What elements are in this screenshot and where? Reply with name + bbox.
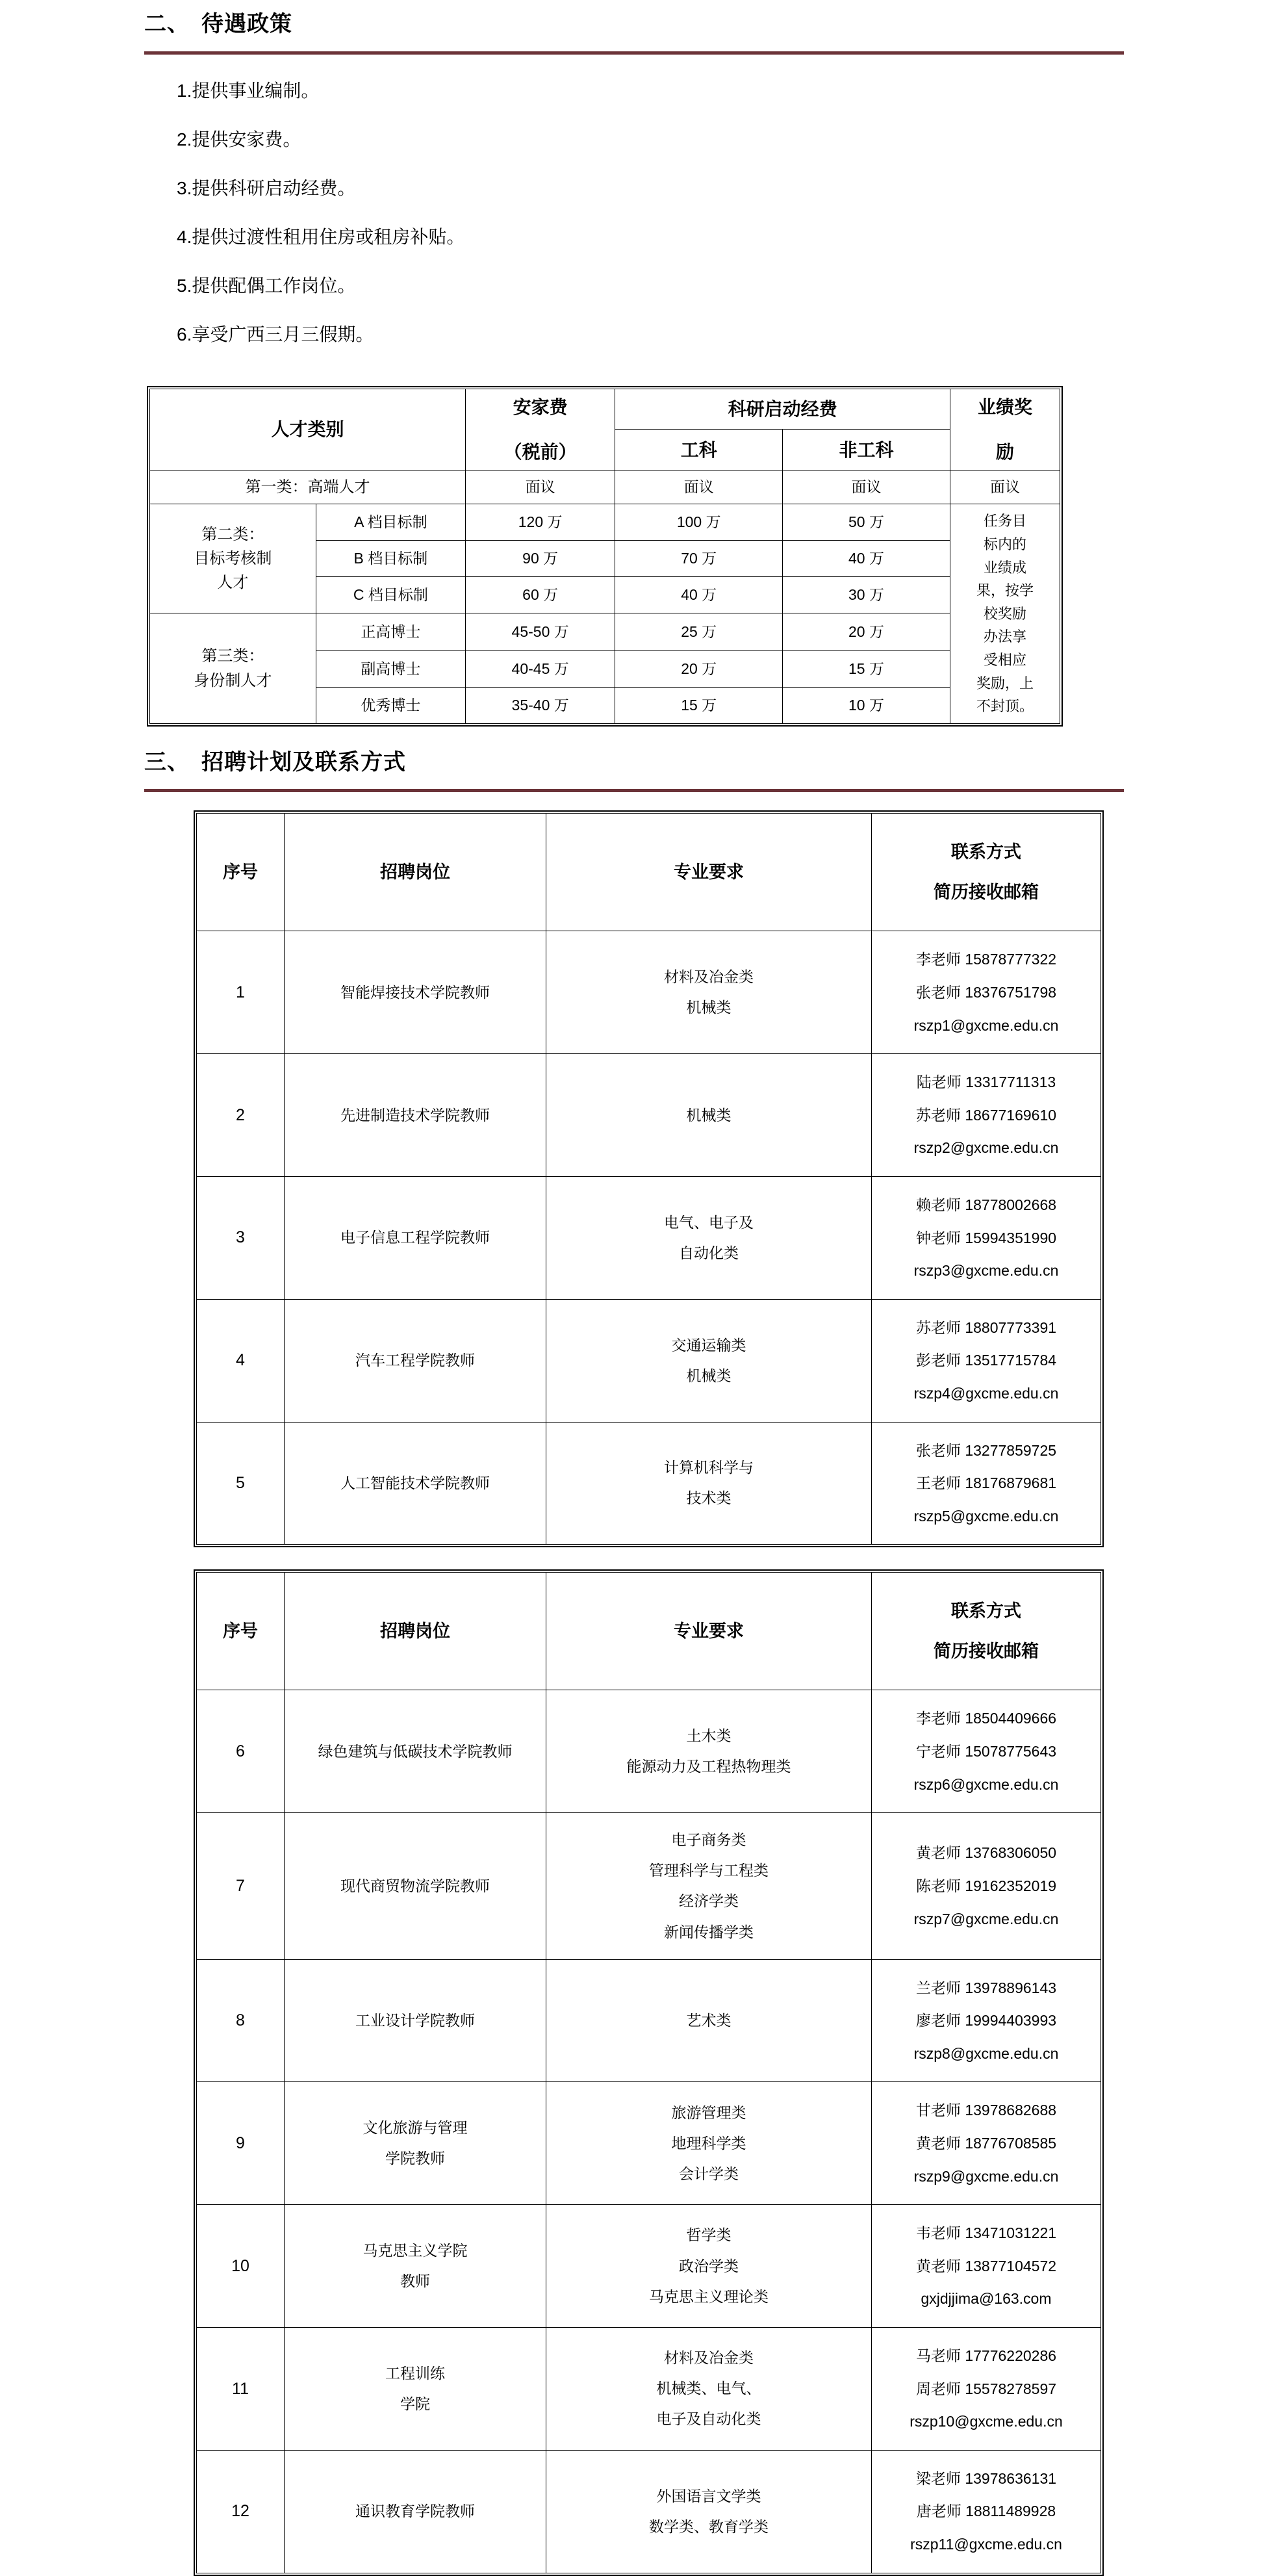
- post-line: 学院: [400, 2395, 430, 2412]
- td-category-tier3-line2: 身份制人才: [194, 671, 272, 689]
- td-post: [285, 2205, 546, 2328]
- major-line: 政治学类: [679, 2257, 739, 2274]
- td-eng-c: 40 万: [615, 577, 783, 613]
- td-category-tier2-line3: 人才: [217, 574, 249, 592]
- contact-email: rszp11@gxcme.edu.cn: [910, 2535, 1062, 2553]
- bonus-note-line-4: 果，按学: [976, 582, 1034, 599]
- td-contact: [872, 2450, 1101, 2573]
- bonus-note-line-5: 校奖励: [983, 605, 1026, 622]
- table-row: [197, 1422, 1101, 1545]
- td-major: [546, 2205, 872, 2328]
- td-grade-excellent: 优秀博士: [316, 687, 465, 723]
- td-contact: [872, 2082, 1101, 2205]
- major-line: 交通运输类: [671, 1336, 746, 1354]
- td-post: [285, 1054, 546, 1177]
- td-settling-c: 60 万: [466, 577, 615, 613]
- contact-line: 兰老师 13978896143: [915, 1979, 1057, 1996]
- td-grade-assoc: 副高博士: [316, 650, 465, 687]
- major-line: 机械类: [686, 1367, 731, 1384]
- post-line: 绿色建筑与低碳技术学院教师: [318, 1742, 513, 1760]
- major-line: 机械类、电气、: [656, 2380, 761, 2397]
- contact-line: 李老师 18504409666: [915, 1710, 1057, 1727]
- th-serial-no: 序号: [197, 1573, 285, 1690]
- table-gap-spacer: [0, 1547, 1272, 1569]
- th-position: 招聘岗位: [285, 814, 546, 931]
- major-line: 材料及冶金类: [664, 2349, 754, 2367]
- post-line: 先进制造技术学院教师: [340, 1106, 490, 1124]
- policy-item-6: 6.享受广西三月三假期。: [177, 324, 374, 344]
- contact-email: gxjdjjima@163.com: [921, 2290, 1052, 2308]
- major-line: 材料及冶金类: [664, 968, 754, 986]
- td-noneng-c: 30 万: [783, 577, 950, 613]
- td-post: [285, 1176, 546, 1299]
- td-noneng-a: 50 万: [783, 504, 950, 541]
- post-line: 电子信息工程学院教师: [340, 1229, 490, 1246]
- td-major: [546, 931, 872, 1054]
- contact-line: 钟老师 15994351990: [915, 1229, 1057, 1246]
- td-category-tier1: 第一类：高端人才: [150, 470, 466, 504]
- td-settling-tier1: 面议: [466, 470, 615, 504]
- contact-email: rszp2@gxcme.edu.cn: [913, 1139, 1059, 1157]
- th-position: 招聘岗位: [285, 1573, 546, 1690]
- table-row: [197, 2205, 1101, 2328]
- td-eng-assoc: 20 万: [615, 650, 783, 687]
- td-contact: [872, 2328, 1101, 2451]
- section2-header: [0, 0, 1272, 38]
- section3-title: 三、 招聘计划及联系方式: [144, 749, 406, 775]
- contact-line: 周老师 15578278597: [915, 2380, 1057, 2397]
- major-line: 自动化类: [679, 1244, 739, 1261]
- recruit1-header-row: [197, 814, 1101, 931]
- recruit-table-1-frame: [194, 810, 1104, 1547]
- td-major: [546, 1813, 872, 1960]
- post-line: 学院教师: [385, 2150, 445, 2167]
- td-no: 4: [197, 1299, 285, 1422]
- section-recruitment-plan: [0, 727, 1272, 2576]
- td-eng-a: 100 万: [615, 504, 783, 541]
- bonus-note-line-3: 业绩成: [983, 559, 1026, 576]
- post-line: 工业设计学院教师: [355, 2011, 475, 2029]
- td-no: 1: [197, 931, 285, 1054]
- td-major: [546, 1690, 872, 1813]
- td-bonus-tier1: 面议: [950, 470, 1060, 504]
- post-line: 现代商贸物流学院教师: [340, 1877, 490, 1894]
- major-line: 电子及自动化类: [656, 2410, 761, 2428]
- td-post: [285, 2450, 546, 2573]
- table-row: [150, 504, 1060, 541]
- section2-title: 二、 待遇政策: [144, 12, 292, 36]
- policy-list: [0, 55, 1272, 374]
- contact-line: 廖老师 19994403993: [915, 2012, 1057, 2029]
- recruitment-table-part2: [196, 1572, 1101, 2573]
- contact-line: 韦老师 13471031221: [915, 2224, 1057, 2242]
- th-settling-line2: （税前）: [503, 441, 577, 462]
- recruitment-table-part1: [196, 813, 1101, 1545]
- major-line: 能源动力及工程热物理类: [626, 1758, 791, 1775]
- policy-item-1: 1.提供事业编制。: [177, 80, 320, 101]
- major-line: 数学类、教育学类: [649, 2518, 769, 2535]
- td-noneng-assoc: 15 万: [783, 650, 950, 687]
- th-contact-line2: 简历接收邮箱: [934, 1642, 1039, 1662]
- policy-item-3: 3.提供科研启动经费。: [177, 177, 356, 198]
- td-noneng-prof: 20 万: [783, 613, 950, 651]
- td-major: [546, 1422, 872, 1545]
- contact-line: 马老师 17776220286: [915, 2347, 1057, 2364]
- table-row: [150, 613, 1060, 651]
- td-no: 9: [197, 2082, 285, 2205]
- td-noneng-excellent: 10 万: [783, 687, 950, 723]
- policy-item-4: 4.提供过渡性租用住房或租房补贴。: [177, 226, 465, 247]
- td-post: [285, 1813, 546, 1960]
- th-major-requirement: 专业要求: [546, 814, 872, 931]
- th-major-requirement: 专业要求: [546, 1573, 872, 1690]
- recruit2-header-row: [197, 1573, 1101, 1690]
- contact-line: 苏老师 18807773391: [915, 1319, 1057, 1336]
- post-line: 文化旅游与管理: [363, 2119, 468, 2137]
- contact-email: rszp10@gxcme.edu.cn: [909, 2413, 1063, 2430]
- major-line: 电气、电子及: [664, 1213, 754, 1231]
- major-line: 新闻传播学类: [664, 1923, 754, 1940]
- post-line: 教师: [400, 2273, 430, 2290]
- td-bonus-note: [950, 504, 1060, 724]
- td-post: [285, 2082, 546, 2205]
- post-line: 通识教育学院教师: [355, 2503, 475, 2520]
- td-contact: [872, 1176, 1101, 1299]
- table-row: [197, 1054, 1101, 1177]
- td-major: [546, 2450, 872, 2573]
- td-post: [285, 931, 546, 1054]
- major-line: 哲学类: [686, 2226, 731, 2244]
- table-row: [197, 2082, 1101, 2205]
- td-no: 8: [197, 1959, 285, 2082]
- th-contact: [872, 814, 1101, 931]
- contact-line: 梁老师 13978636131: [915, 2469, 1057, 2487]
- contact-email: rszp7@gxcme.edu.cn: [913, 1910, 1059, 1927]
- contact-email: rszp8@gxcme.edu.cn: [913, 2044, 1059, 2062]
- td-contact: [872, 1690, 1101, 1813]
- major-line: 马克思主义理论类: [649, 2287, 769, 2305]
- bonus-note-line-1: 任务目: [983, 513, 1026, 530]
- td-category-tier2: [150, 504, 316, 613]
- th-contact-line2: 简历接收邮箱: [934, 882, 1039, 903]
- td-major: [546, 1959, 872, 2082]
- contact-email: rszp5@gxcme.edu.cn: [913, 1507, 1059, 1525]
- table-row: [150, 470, 1060, 504]
- td-no: 5: [197, 1422, 285, 1545]
- th-settling-allowance: [466, 389, 615, 470]
- td-no: 3: [197, 1176, 285, 1299]
- contact-line: 王老师 18176879681: [915, 1475, 1057, 1492]
- td-category-tier3-line1: 第三类：: [201, 647, 264, 665]
- contact-line: 陆老师 13317711313: [916, 1074, 1056, 1091]
- td-post: [285, 1959, 546, 2082]
- td-category-tier2-line1: 第二类：: [201, 526, 264, 543]
- td-grade-prof: 正高博士: [316, 613, 465, 651]
- contact-line: 黄老师 13877104572: [915, 2257, 1057, 2274]
- td-noneng-tier1: 面议: [783, 470, 950, 504]
- major-line: 机械类: [686, 999, 731, 1016]
- td-settling-assoc: 40-45 万: [466, 650, 615, 687]
- recruit-table-2-container: [0, 1569, 1272, 2575]
- talent-header-row-1: [150, 389, 1060, 430]
- td-contact: [872, 1054, 1101, 1177]
- th-research-fund: 科研启动经费: [615, 389, 950, 430]
- post-line: 汽车工程学院教师: [355, 1352, 475, 1369]
- major-line: 机械类: [686, 1106, 731, 1124]
- bonus-note-line-8: 奖励，上: [976, 675, 1034, 691]
- section3-header: [0, 727, 1272, 777]
- td-eng-prof: 25 万: [615, 613, 783, 651]
- td-settling-a: 120 万: [466, 504, 615, 541]
- td-grade-a: A 档目标制: [316, 504, 465, 541]
- bonus-note-line-9: 不封顶。: [976, 698, 1034, 715]
- contact-email: rszp6@gxcme.edu.cn: [913, 1775, 1059, 1793]
- td-major: [546, 1176, 872, 1299]
- contact-email: rszp1@gxcme.edu.cn: [913, 1016, 1059, 1034]
- contact-line: 赖老师 18778002668: [915, 1196, 1057, 1213]
- major-line: 外国语言文学类: [656, 2487, 761, 2505]
- td-no: 2: [197, 1054, 285, 1177]
- major-line: 旅游管理类: [671, 2104, 746, 2121]
- policy-item-2: 2.提供安家费。: [177, 129, 301, 149]
- td-no: 6: [197, 1690, 285, 1813]
- table-row: [197, 2328, 1101, 2451]
- table-row: [197, 931, 1101, 1054]
- td-major: [546, 1054, 872, 1177]
- bonus-note-line-2: 标内的: [983, 535, 1026, 552]
- post-line: 人工智能技术学院教师: [340, 1474, 490, 1491]
- td-contact: [872, 1959, 1101, 2082]
- table-row: [197, 1176, 1101, 1299]
- td-noneng-b: 40 万: [783, 541, 950, 577]
- recruit-table-2-frame: [194, 1569, 1104, 2575]
- td-settling-b: 90 万: [466, 541, 615, 577]
- td-category-tier3: [150, 613, 316, 724]
- td-no: 12: [197, 2450, 285, 2573]
- section-treatment-policy: [0, 0, 1272, 727]
- recruit-table-1-container: [0, 792, 1272, 1547]
- td-post: [285, 1299, 546, 1422]
- td-contact: [872, 1299, 1101, 1422]
- contact-line: 黄老师 18776708585: [915, 2135, 1057, 2152]
- talent-table-container: [0, 374, 1272, 727]
- td-grade-c: C 档目标制: [316, 577, 465, 613]
- contact-line: 黄老师 13768306050: [915, 1844, 1057, 1862]
- contact-email: rszp4@gxcme.edu.cn: [913, 1384, 1059, 1402]
- bonus-note-line-6: 办法享: [983, 628, 1026, 645]
- td-major: [546, 2328, 872, 2451]
- th-bonus-line2: 励: [995, 441, 1014, 462]
- td-no: 10: [197, 2205, 285, 2328]
- td-contact: [872, 1422, 1101, 1545]
- table-row: [197, 1959, 1101, 2082]
- post-line: 马克思主义学院: [363, 2241, 468, 2259]
- major-line: 电子商务类: [671, 1831, 746, 1849]
- td-contact: [872, 1813, 1101, 1960]
- td-settling-prof: 45-50 万: [466, 613, 615, 651]
- major-line: 艺术类: [686, 2011, 731, 2029]
- contact-line: 苏老师 18677169610: [915, 1106, 1057, 1124]
- major-line: 管理科学与工程类: [649, 1862, 769, 1879]
- td-eng-excellent: 15 万: [615, 687, 783, 723]
- talent-table-frame: [147, 386, 1063, 727]
- major-line: 土木类: [686, 1727, 731, 1745]
- th-performance-bonus: [950, 389, 1060, 470]
- td-contact: [872, 931, 1101, 1054]
- major-line: 地理科学类: [671, 2134, 746, 2152]
- td-contact: [872, 2205, 1101, 2328]
- contact-line: 彭老师 13517715784: [915, 1352, 1057, 1369]
- td-major: [546, 2082, 872, 2205]
- contact-line: 宁老师 15078775643: [915, 1742, 1057, 1760]
- td-eng-tier1: 面议: [615, 470, 783, 504]
- contact-line: 唐老师 18811489928: [916, 2503, 1056, 2520]
- td-settling-excellent: 35-40 万: [466, 687, 615, 723]
- policy-item-5: 5.提供配偶工作岗位。: [177, 275, 356, 296]
- td-major: [546, 1299, 872, 1422]
- th-contact-line1: 联系方式: [951, 842, 1021, 862]
- major-line: 会计学类: [679, 2165, 739, 2182]
- td-category-tier2-line2: 目标考核制: [194, 550, 272, 568]
- th-settling-line1: 安家费: [513, 396, 568, 417]
- td-post: [285, 1422, 546, 1545]
- table-row: [197, 1690, 1101, 1813]
- contact-line: 甘老师 13978682688: [915, 2102, 1057, 2119]
- table-row: [197, 1813, 1101, 1960]
- td-eng-b: 70 万: [615, 541, 783, 577]
- table-row: [197, 2450, 1101, 2573]
- th-talent-category: 人才类别: [150, 389, 466, 470]
- major-line: 计算机科学与: [664, 1459, 754, 1476]
- post-line: 智能焊接技术学院教师: [340, 983, 490, 1001]
- th-non-engineering: 非工科: [783, 430, 950, 470]
- contact-line: 张老师 18376751798: [915, 984, 1057, 1001]
- td-post: [285, 1690, 546, 1813]
- major-line: 技术类: [686, 1489, 731, 1507]
- th-engineering: 工科: [615, 430, 783, 470]
- td-no: 7: [197, 1813, 285, 1960]
- contact-line: 陈老师 19162352019: [915, 1877, 1057, 1895]
- th-bonus-line1: 业绩奖: [977, 396, 1032, 417]
- contact-line: 李老师 15878777322: [915, 951, 1057, 968]
- td-no: 11: [197, 2328, 285, 2451]
- table-row: [197, 1299, 1101, 1422]
- major-line: 经济学类: [679, 1892, 739, 1910]
- th-contact: [872, 1573, 1101, 1690]
- contact-line: 张老师 13277859725: [915, 1441, 1057, 1459]
- td-post: [285, 2328, 546, 2451]
- talent-treatment-table: [149, 389, 1060, 724]
- th-serial-no: 序号: [197, 814, 285, 931]
- th-contact-line1: 联系方式: [951, 1601, 1021, 1621]
- post-line: 工程训练: [385, 2364, 445, 2382]
- td-grade-b: B 档目标制: [316, 541, 465, 577]
- contact-email: rszp9@gxcme.edu.cn: [913, 2167, 1059, 2185]
- bonus-note-line-7: 受相应: [983, 652, 1026, 669]
- contact-email: rszp3@gxcme.edu.cn: [913, 1262, 1059, 1280]
